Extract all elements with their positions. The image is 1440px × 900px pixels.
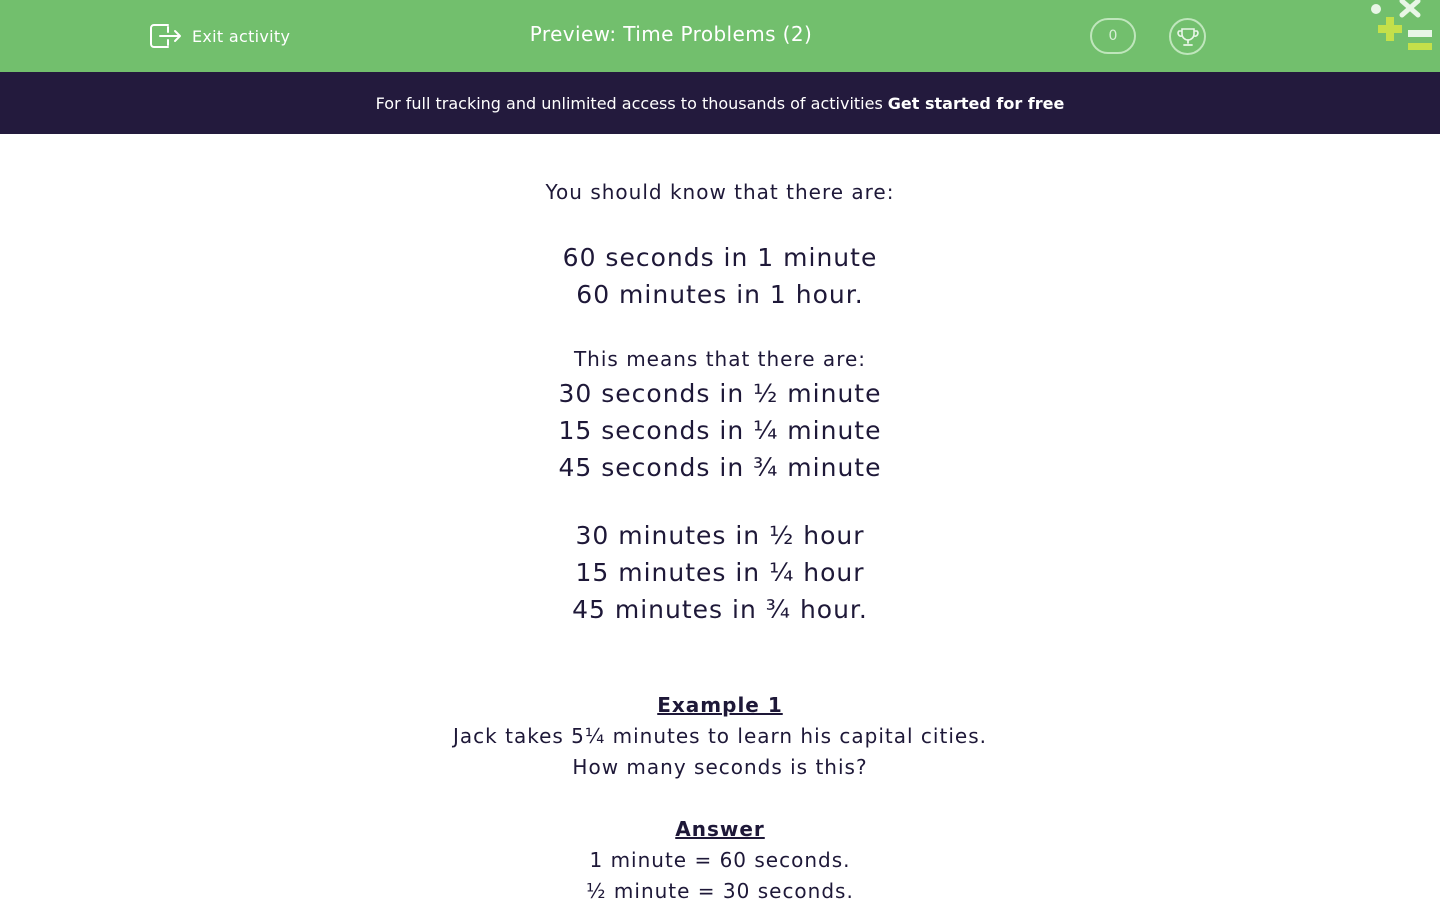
example-line: Jack takes 5¼ minutes to learn his capital cities. [453, 724, 987, 748]
page-title: Preview: Time Problems (2) [529, 22, 813, 46]
top-bar [0, 0, 1440, 72]
intro-text: You should know that there are: [545, 180, 895, 204]
banner-text: For full tracking and unlimited access to thousands of activities [375, 93, 883, 113]
fraction-seconds-quarter: 15 seconds in ¼ minute [558, 416, 882, 445]
score-badge: 0 [1090, 18, 1136, 54]
example-line: How many seconds is this? [572, 755, 868, 779]
fraction-seconds-three-quarters: 45 seconds in ¾ minute [558, 453, 882, 482]
answer-line: 1 minute = 60 seconds. [589, 848, 851, 872]
trophy-button[interactable] [1169, 18, 1206, 55]
trophy-icon [1176, 25, 1200, 49]
fraction-seconds-half: 30 seconds in ½ minute [558, 379, 882, 408]
get-started-link[interactable]: Get started for free [887, 93, 1065, 113]
means-text: This means that there are: [573, 347, 867, 371]
fraction-minutes-quarter: 15 minutes in ¼ hour [575, 558, 865, 587]
promo-banner [0, 72, 1440, 134]
example-heading: Example 1 [657, 693, 783, 717]
answer-heading: Answer [675, 817, 765, 841]
answer-line: ½ minute = 30 seconds. [586, 879, 854, 900]
fact-seconds-minute: 60 seconds in 1 minute [562, 243, 878, 272]
logo-icon [1366, 0, 1440, 56]
fact-minutes-hour: 60 minutes in 1 hour. [576, 280, 864, 309]
exit-activity-label: Exit activity [192, 26, 291, 46]
fraction-minutes-half: 30 minutes in ½ hour [575, 521, 865, 550]
fraction-minutes-three-quarters: 45 minutes in ¾ hour. [572, 595, 868, 624]
